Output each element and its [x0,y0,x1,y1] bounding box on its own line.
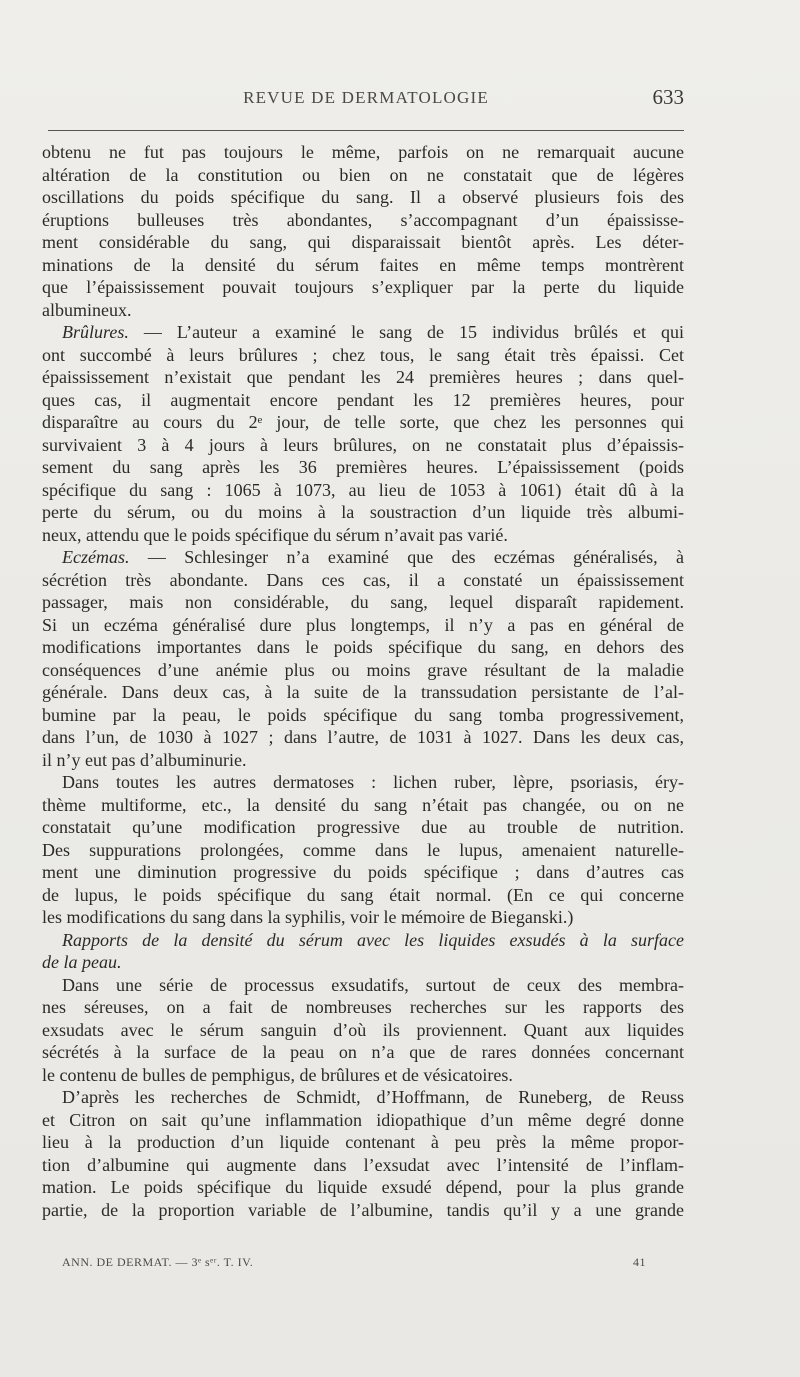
text-line-content: de lupus, le poids spécifique du sang était normal. (En ce qui concerne [42,884,684,905]
text-line [42,591,684,614]
text-line [42,704,684,727]
text-line-content: Dans une série de processus exsudatifs, surtout de ceux des membra- [62,974,684,995]
text-line-content: éruptions bulleuses très abondantes, s’accompagnant d’un épaississe- [42,209,684,230]
text-line [42,771,684,794]
text-line-content: partie, de la proportion variable de l’albumine, tandis qu’il y a une grande [42,1199,684,1220]
text-line-content: ont succombé à leurs brûlures ; chez tous, le sang était très épaissi. Cet [42,344,684,365]
text-line-content: sement du sang après les 36 premières heures. L’épaississement (poids [42,457,684,477]
text-line [42,929,684,952]
text-line [42,816,684,839]
text-line-content: oscillations du poids spécifique du sang. Il a observé plusieurs fois des [42,187,684,207]
text-line [42,1086,684,1109]
text-line-content: dans l’un, de 1030 à 1027 ; dans l’autre, de 1031 à 1027. Dans les deux cas, [42,727,684,747]
text-line-content: Si un eczéma généralisé dure plus longtemps, il n’y a pas en général de [42,614,684,635]
text-line [42,951,684,974]
text-line [42,321,684,344]
text-line-content: conséquences d’une anémie plus ou moins grave résultant de la maladie [42,659,684,680]
text-line-content: ques cas, il augmentait encore pendant les 12 premières heures, pour [42,389,684,410]
text-line-content: épaississement n’existait que pendant les 24 premières heures ; dans quel- [42,367,684,387]
text-line [42,659,684,682]
text-line [42,276,684,299]
text-line-content: passager, mais non considérable, du sang, lequel disparaît rapidement. [42,592,684,612]
text-line [42,546,684,569]
page-number: 633 [652,85,684,109]
text-line-content: ment considérable du sang, qui disparaissait bientôt après. Les déter- [42,232,684,252]
text-line [42,456,684,479]
text-line-content: spécifique du sang : 1065 à 1073, au lieu de 1053 à 1061) était dû à la [42,479,684,500]
text-line [42,614,684,637]
text-line-content: — L’auteur a examiné le sang de 15 individus brûlés et qui [128,322,684,342]
text-line-content: albumineux. [42,299,132,320]
text-line-content: sécrétés à la surface de la peau on n’a que de rares données concernant [42,1042,684,1062]
text-line-content: disparaître au cours du 2ᵉ jour, de telle sorte, que chez les personnes qui [42,412,684,432]
section-heading: Rapports de la densité du sérum avec les liquides exsudés à la surface [62,929,684,950]
text-line-content: que l’épaississement pouvait toujours s’expliquer par la perte du liquide [42,277,684,297]
text-line [42,974,684,997]
section-heading: Eczémas. [62,547,130,567]
text-line-content: — Schlesinger n’a examiné que des eczémas généralisés, à [129,547,684,567]
text-line-content: altération de la constitution ou bien on ne constatait que de légères [42,164,684,185]
text-line [42,1064,684,1087]
text-line [42,839,684,862]
footer-signature-number: 41 [633,1255,646,1269]
text-line-content: minations de la densité du sérum faites en même temps montrèrent [42,254,684,275]
text-line [42,231,684,254]
text-line-content: nes séreuses, on a fait de nombreuses recherches sur les rapports des [42,997,684,1017]
section-heading: Brûlures. [62,322,129,342]
footer-signature: ANN. DE DERMAT. — 3ᵉ sᵉʳ. T. IV. [62,1255,254,1269]
text-line-content: générale. Dans deux cas, à la suite de la transsudation persistante de l’al- [42,682,684,702]
text-line-content: et Citron on sait qu’une inflammation idiopathique d’un même degré donne [42,1109,684,1130]
text-line-content: bumine par la peau, le poids spécifique du sang tomba progressivement, [42,704,684,725]
text-line-content: mation. Le poids spécifique du liquide exsudé dépend, pour la plus grande [42,1177,684,1197]
text-line [42,299,684,322]
text-line [42,1176,684,1199]
section-heading: de la peau. [42,952,122,972]
text-line [42,569,684,592]
text-line-content: tion d’albumine qui augmente dans l’exsudat avec l’intensité de l’inflam- [42,1154,684,1175]
text-line-content: le contenu de bulles de pemphigus, de brûlures et de vésicatoires. [42,1064,513,1085]
text-line-content: obtenu ne fut pas toujours le même, parfois on ne remarquait aucune [42,142,684,162]
text-line [42,1109,684,1132]
text-line [42,726,684,749]
text-line [42,636,684,659]
text-line [42,366,684,389]
running-title: REVUE DE DERMATOLOGIE [243,88,489,107]
body-text [42,141,684,1221]
text-line-content: il n’y eut pas d’albuminurie. [42,749,247,770]
text-line [42,1199,684,1222]
text-line [42,344,684,367]
text-line [42,1041,684,1064]
text-line [42,681,684,704]
text-line [42,749,684,772]
text-line [42,479,684,502]
text-line-content: survivaient 3 à 4 jours à leurs brûlures, on ne constatait plus d’épaissis- [42,434,684,455]
text-line-content: Des suppurations prolongées, comme dans le lupus, amenaient naturelle- [42,839,684,860]
text-line-content: exsudats avec le sérum sanguin d’où ils proviennent. Quant aux liquides [42,1019,684,1040]
text-line [42,434,684,457]
text-line [42,186,684,209]
text-line [42,389,684,412]
text-line-content: lieu à la production d’un liquide contenant à peu près la même propor- [42,1132,684,1152]
text-line [42,1154,684,1177]
text-line [42,861,684,884]
text-line [42,209,684,232]
text-line-content: Dans toutes les autres dermatoses : lichen ruber, lèpre, psoriasis, éry- [62,772,684,792]
header-rule [48,130,684,131]
page-header [48,85,684,116]
text-line-content: modifications importantes dans le poids spécifique du sang, en dehors des [42,637,684,657]
text-line-content: thème multiforme, etc., la densité du sang n’était pas changée, ou on ne [42,794,684,815]
text-line-content: constatait qu’une modification progressive due au trouble de nutrition. [42,817,684,837]
text-line-content: les modifications du sang dans la syphilis, voir le mémoire de Bieganski.) [42,907,574,927]
text-line-content: ment une diminution progressive du poids spécifique ; dans d’autres cas [42,862,684,882]
text-line [42,411,684,434]
text-line-content: D’après les recherches de Schmidt, d’Hoffmann, de Runeberg, de Reuss [62,1087,684,1107]
text-line [42,996,684,1019]
text-line [42,524,684,547]
text-line [42,164,684,187]
text-line [42,254,684,277]
text-line [42,1131,684,1154]
text-line [42,501,684,524]
text-line [42,1019,684,1042]
text-line [42,884,684,907]
text-line-content: sécrétion très abondante. Dans ces cas, il a constaté un épaississement [42,569,684,590]
text-line [42,141,684,164]
text-line-content: perte du sérum, ou du moins à la soustraction d’un liquide très albumi- [42,502,684,522]
text-line [42,906,684,929]
text-line-content: neux, attendu que le poids spécifique du sérum n’avait pas varié. [42,524,508,545]
text-line [42,794,684,817]
page-footer [62,1255,646,1275]
